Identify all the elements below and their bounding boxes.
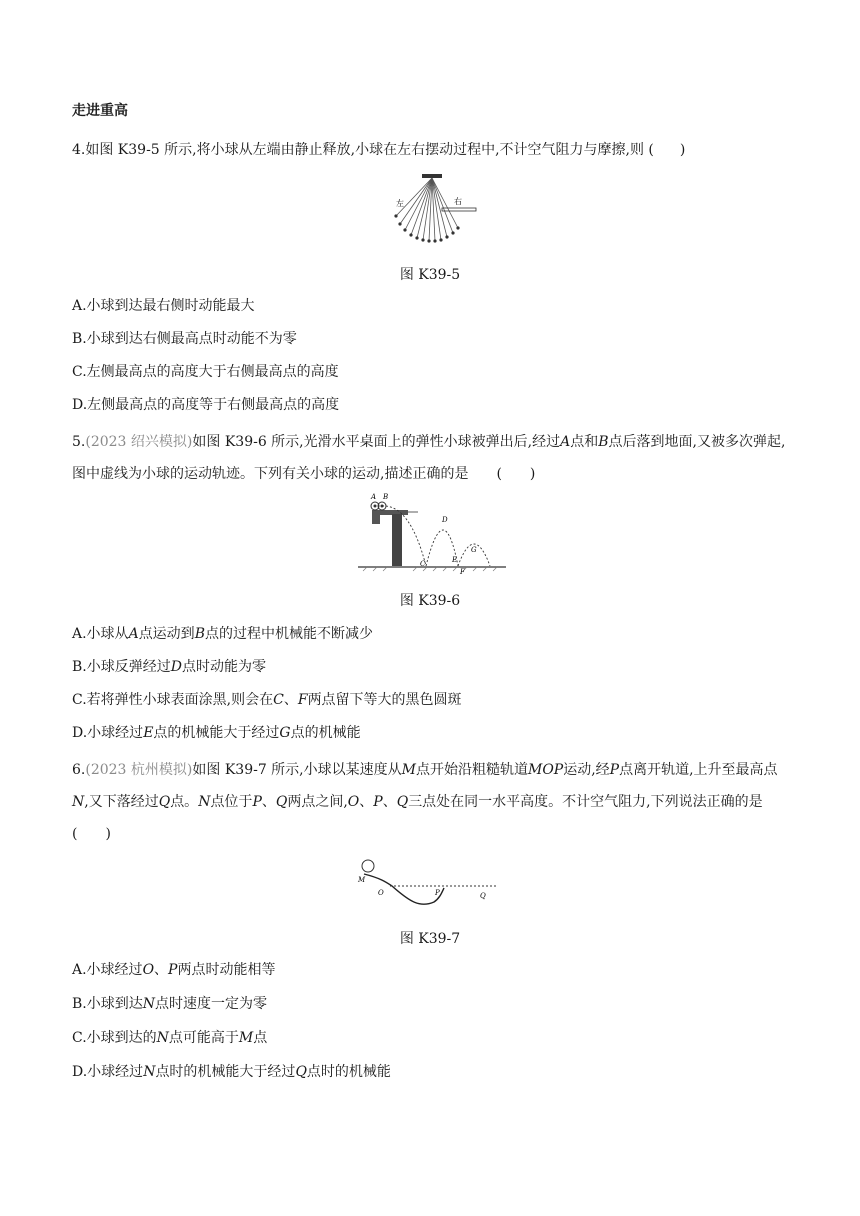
- label-e: E: [452, 556, 458, 564]
- label-p: P: [435, 889, 440, 897]
- section-title: 走进重高: [72, 103, 128, 119]
- label-g: G: [471, 546, 477, 554]
- question-6-option-b: B.小球到达N点时速度一定为零: [72, 996, 267, 1012]
- figure-caption-k39-5: 图 K39-5: [399, 267, 461, 283]
- bouncing-ball-figure: [358, 492, 508, 576]
- question-6-option-c: C.小球到达的N点可能高于M点: [72, 1030, 268, 1046]
- track-figure: [356, 858, 502, 910]
- question-4-option-b: B.小球到达右侧最高点时动能不为零: [72, 331, 297, 347]
- question-5-option-c: C.若将弹性小球表面涂黑,则会在C、F两点留下等大的黑色圆斑: [72, 692, 462, 708]
- question-6-source: (2023 杭州模拟): [85, 762, 193, 778]
- question-4-stem: 4.如图 K39-5 所示,将小球从左端由静止释放,小球在左右摆动过程中,不计空气阻力与摩擦,则 ( ): [72, 142, 686, 158]
- question-4-option-c: C.左侧最高点的高度大于右侧最高点的高度: [72, 364, 339, 380]
- pendulum-label-right: 右: [454, 197, 462, 206]
- label-d: D: [442, 516, 448, 524]
- question-6-stem: 6.(2023 杭州模拟)如图 K39-7 所示,小球以某速度从M点开始沿粗糙轨道MOP运动,经P点离开轨道,上升至最高点N,又下落经过Q点。N点位于P、Q两点之间,O、P、Q三点处在同一水平高度。不计空气阻力,下列说法正确的是 ( ): [72, 762, 778, 842]
- label-m: M: [358, 876, 366, 884]
- label-a: A: [371, 493, 377, 501]
- pendulum-label-left: 左: [396, 199, 404, 208]
- question-5-option-d: D.小球经过E点的机械能大于经过G点的机械能: [72, 725, 361, 741]
- label-q: Q: [480, 892, 486, 900]
- pendulum-figure: [390, 172, 480, 248]
- label-c: C: [420, 560, 426, 568]
- question-5-stem: 5.(2023 绍兴模拟)如图 K39-6 所示,光滑水平桌面上的弹性小球被弹出后,经过A点和B点后落到地面,又被多次弹起,图中虚线为小球的运动轨迹。下列有关小球的运动,描述正确的是 ( ): [72, 434, 786, 482]
- label-f: F: [460, 568, 465, 576]
- figure-caption-k39-6: 图 K39-6: [399, 593, 461, 609]
- question-5-option-b: B.小球反弹经过D点时动能为零: [72, 659, 266, 675]
- question-5-source: (2023 绍兴模拟): [85, 434, 193, 450]
- question-6-option-d: D.小球经过N点时的机械能大于经过Q点时的机械能: [72, 1064, 391, 1080]
- question-6-option-a: A.小球经过O、P两点时动能相等: [72, 962, 276, 978]
- label-o: O: [378, 889, 384, 897]
- question-4-option-a: A.小球到达最右侧时动能最大: [72, 298, 255, 314]
- figure-caption-k39-7: 图 K39-7: [399, 931, 461, 947]
- question-4-option-d: D.左侧最高点的高度等于右侧最高点的高度: [72, 397, 340, 413]
- label-b: B: [383, 493, 389, 501]
- question-5-option-a: A.小球从A点运动到B点的过程中机械能不断减少: [72, 626, 373, 642]
